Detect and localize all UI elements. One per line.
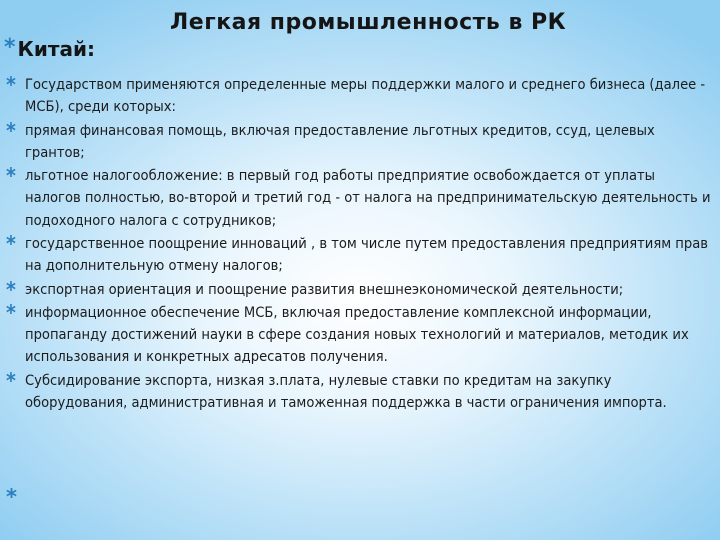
bullet-list	[4, 74, 714, 415]
subheading-text: Китай:	[17, 37, 95, 61]
list-item-text: льготное налогообложение: в первый год работы предприятие освобождается от уплаты налогов полностью, во-второй и третий год - от налога на предпринимательскую деятельность и подоходного налога с сотрудников;	[25, 167, 711, 229]
empty-bullet-star-icon: *	[6, 485, 17, 509]
bullet-star-icon: *	[6, 118, 16, 143]
list-item	[4, 233, 714, 277]
bullet-star-icon: *	[6, 300, 16, 325]
bullet-star-icon: *	[6, 231, 16, 256]
list-item-text: Государством применяются определенные меры поддержки малого и среднего бизнеса (далее - МСБ), среди которых:	[25, 76, 706, 116]
bullet-star-icon: *	[6, 73, 16, 97]
list-item	[4, 302, 714, 369]
list-item-text: прямая финансовая помощь, включая предоставление льготных кредитов, ссуд, целевых грантов;	[25, 121, 655, 161]
bullet-star-icon: *	[4, 35, 16, 60]
subheading	[4, 37, 95, 61]
list-item	[4, 120, 714, 164]
bullet-star-icon: *	[6, 277, 16, 302]
list-item-text: информационное обеспечение МСБ, включая предоставление комплексной информации, пропаганду достижений науки в сфере создания новых технологий и материалов, методик их использования и конкретных адресатов получения.	[25, 303, 689, 366]
list-item-text: государственное поощрение инноваций , в том числе путем предоставления предприятиям прав на дополнительную отмену налогов;	[25, 234, 708, 275]
bullet-star-icon: *	[6, 368, 16, 393]
slide-title: Легкая промышленность в РК	[170, 10, 567, 35]
list-item	[4, 74, 714, 118]
list-item	[4, 165, 714, 232]
list-item	[4, 370, 714, 414]
list-item	[4, 279, 714, 301]
list-item-text: Субсидирование экспорта, низкая з.плата, нулевые ставки по кредитам на закупку оборудования, административная и таможенная поддержка в части ограничения импорта.	[25, 371, 667, 411]
list-item-text: экспортная ориентация и поощрение развития внешнеэкономической деятельности;	[25, 280, 624, 298]
bullet-star-icon: *	[6, 164, 16, 189]
